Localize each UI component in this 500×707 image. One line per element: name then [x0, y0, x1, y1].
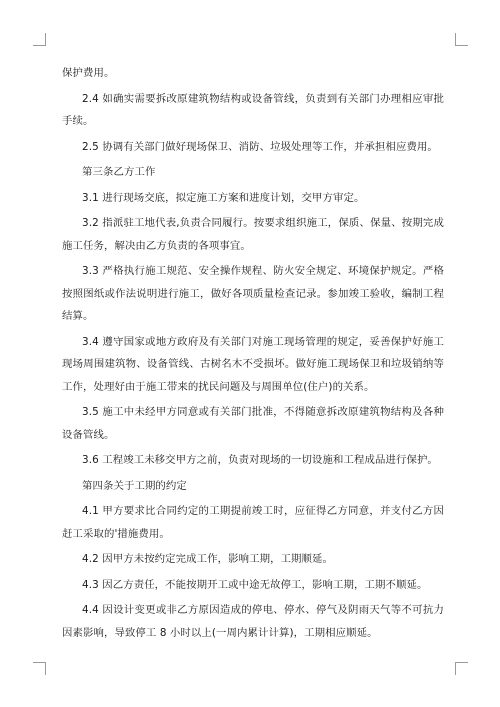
clause-2-5: 2.5 协调有关部门做好现场保卫、消防、垃圾处理等工作，并承担相应费用。: [82, 140, 438, 153]
clause-3-3: 3.3 严格执行施工规范、安全操作规程、防火安全规定、环境保护规定。严格按照图纸或作法说明进行施工，做好各项质量检查记录。参加竣工验收，编制工程结算。: [62, 265, 444, 322]
crop-mark-bottom-right: [455, 662, 468, 675]
clause-3-2: 3.2 指派驻工地代表,负责合同履行。按要求组织施工，保质、保量、按期完成施工任务，解决由乙方负责的各项事宜。: [62, 217, 444, 252]
clause-3-4: 3.4 遵守国家或地方政府及有关部门对施工现场管理的规定，妥善保护好施工现场周围建筑物、设备管线、古树名木不受损坏。做好施工现场保卫和垃圾销纳等工作，处理好由于施工带来的扰民问题及与周围单位(住户)的关系。: [62, 335, 444, 393]
clause-3-6: 3.6 工程竣工未移交甲方之前，负责对现场的一切设施和工程成品进行保护。: [82, 454, 438, 466]
article-4-heading: 第四条关于工期的约定: [82, 479, 187, 492]
clause-4-3: 4.3 因乙方责任，不能按期开工或中途无故停工，影响工期，工期不顺延。: [82, 578, 428, 591]
paragraph-continuation: 保护费用。: [62, 67, 115, 79]
clause-4-2: 4.2 因甲方未按约定完成工作，影响工期，工期顺延。: [82, 553, 334, 565]
clause-2-4: 2.4 如确实需要拆改原建筑物结构或设备管线，负责到有关部门办理相应审批手续。: [62, 92, 444, 127]
clause-3-1: 3.1 进行现场交底，拟定施工方案和进度计划，交甲方审定。: [82, 191, 365, 204]
document-body: [62, 62, 444, 647]
crop-mark-top-right: [455, 33, 468, 46]
article-3-heading: 第三条乙方工作: [82, 166, 156, 178]
clause-4-4: 4.4 因设计变更或非乙方原因造成的停电、停水、停气及阴雨天气等不可抗力因素影响，导致停工 8 小时以上(一周内累计计算)，工期相应顺延。: [62, 604, 444, 639]
clause-3-5: 3.5 施工中未经甲方同意或有关部门批准，不得随意拆改原建筑物结构及各种设备管线。: [62, 406, 444, 441]
clause-4-1: 4.1 甲方要求比合同约定的工期提前竣工时，应征得乙方同意，并支付乙方因赶工采取的'措施费用。: [62, 505, 444, 540]
crop-mark-top-left: [33, 33, 46, 46]
crop-mark-bottom-left: [33, 662, 46, 675]
